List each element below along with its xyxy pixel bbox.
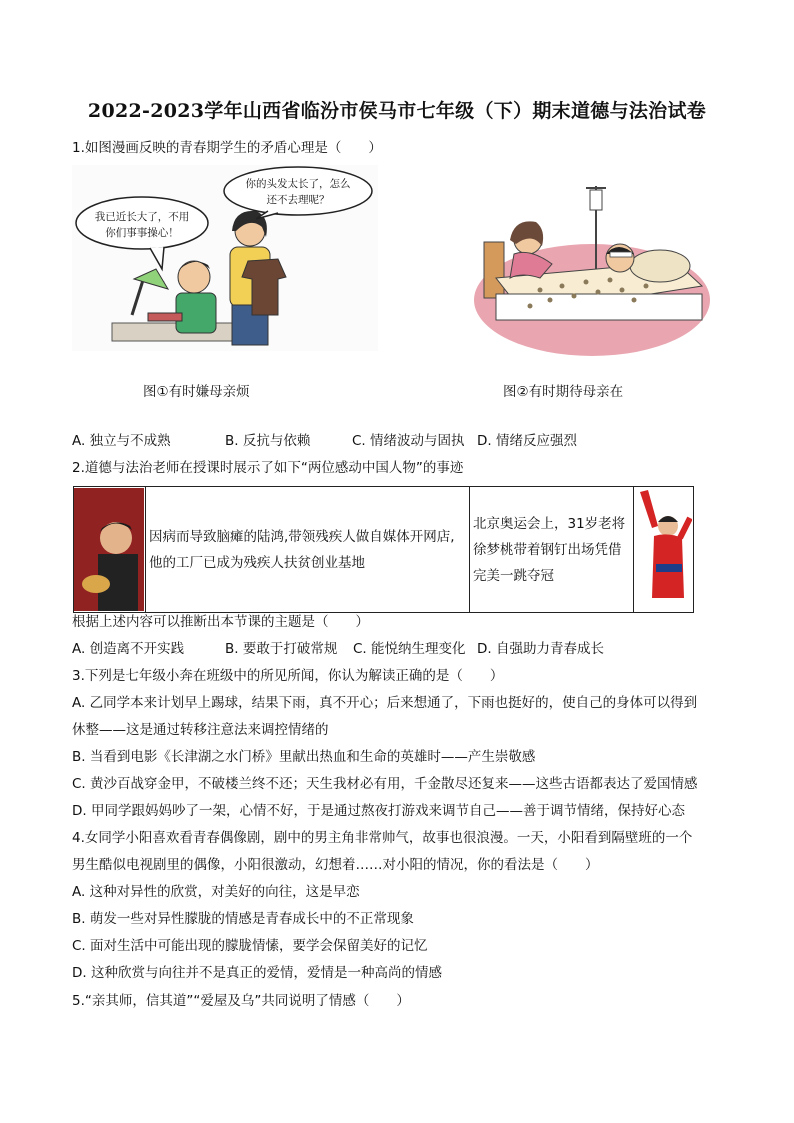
photo-cell-left — [74, 487, 146, 613]
question-1-stem: 1.如图漫画反映的青春期学生的矛盾心理是（ ） — [72, 140, 382, 156]
comic-figure-2 — [470, 182, 712, 360]
story-lu-hong-line-1: 因病而导致脑瘫的陆鸿,带领残疾人做自媒体开网店, — [149, 528, 455, 545]
comic-figure-1 — [72, 165, 378, 351]
question-3-stem: 3.下列是七年级小奔在班级中的所见所闻，你认为解读正确的是（ ） — [72, 668, 504, 684]
bubble-left-line-2: 你们事事操心！ — [105, 227, 179, 239]
question-2-table — [73, 486, 694, 613]
q3-option-c: C. 黄沙百战穿金甲，不破楼兰终不还；天生我材必有用，千金散尽还复来——这些古语都表达了爱国情感 — [72, 776, 698, 792]
q1-option-c: C. 情绪波动与固执 — [352, 433, 465, 449]
q2-option-d: D. 自强助力青春成长 — [477, 641, 604, 657]
q4-option-c: C. 面对生活中可能出现的朦胧情愫，要学会保留美好的记忆 — [72, 938, 428, 954]
portrait-photo-lu-hong — [74, 488, 144, 611]
q2-option-a: A. 创造离不开实践 — [72, 641, 185, 657]
page-title: 2022-2023学年山西省临汾市侯马市七年级（下）期末道德与法治试卷 — [87, 100, 707, 122]
figure-1-caption: 图①有时嫌母亲烦 — [143, 384, 250, 400]
q3-option-d: D. 甲同学跟妈妈吵了一架，心情不好，于是通过熬夜打游戏来调节自己——善于调节情绪，保持好心态 — [72, 803, 685, 819]
question-2-stem: 2.道德与法治老师在授课时展示了如下“两位感动中国人物”的事迹 — [72, 460, 464, 476]
bubble-right-line-2: 还不去理呢？ — [266, 194, 330, 206]
q3-option-a-line-2: 休整——这是通过转移注意法来调控情绪的 — [72, 722, 329, 738]
figure-2-caption: 图②有时期待母亲在 — [503, 384, 624, 400]
story-xu-mengtao-line-2: 徐梦桃带着钢钉出场凭借 — [473, 541, 622, 558]
question-2-after: 根据上述内容可以推断出本节课的主题是（ ） — [72, 614, 369, 630]
question-5-stem: 5.“亲其师，信其道”“爱屋及乌”共同说明了情感（ ） — [72, 993, 410, 1009]
q4-option-b: B. 萌发一些对异性朦胧的情感是青春成长中的不正常现象 — [72, 911, 414, 927]
story-lu-hong-line-2: 他的工厂已成为残疾人扶贫创业基地 — [149, 554, 365, 571]
story-xu-mengtao-line-1: 北京奥运会上，31岁老将 — [473, 515, 626, 532]
q1-option-a: A. 独立与不成熟 — [72, 433, 171, 449]
bubble-left-line-1: 我已近长大了，不用 — [94, 211, 190, 223]
bubble-right-line-1: 你的头发太长了，怎么 — [245, 178, 351, 190]
q4-option-d: D. 这种欣赏与向往并不是真正的爱情，爱情是一种高尚的情感 — [72, 965, 442, 981]
photo-cell-right — [634, 487, 694, 613]
q2-option-b: B. 要敢于打破常规 — [225, 641, 338, 657]
story-lu-hong — [146, 487, 470, 613]
q2-option-c: C. 能悦纳生理变化 — [353, 641, 466, 657]
question-4-stem-line-1: 4.女同学小阳喜欢看青春偶像剧，剧中的男主角非常帅气，故事也很浪漫。一天，小阳看到隔壁班的一个 — [72, 830, 693, 846]
question-2-options — [72, 639, 604, 659]
q1-option-b: B. 反抗与依赖 — [225, 433, 311, 449]
q4-option-a: A. 这种对异性的欣赏，对美好的向往，这是早恋 — [72, 884, 360, 900]
q1-option-d: D. 情绪反应强烈 — [477, 433, 577, 449]
portrait-photo-xu-mengtao — [634, 488, 692, 611]
q3-option-b: B. 当看到电影《长津湖之水门桥》里献出热血和生命的英雄时——产生崇敬感 — [72, 749, 536, 765]
question-1-options — [72, 431, 577, 451]
story-xu-mengtao — [470, 487, 634, 613]
story-xu-mengtao-line-3: 完美一跳夺冠 — [473, 567, 554, 584]
question-4-stem-line-2: 男生酷似电视剧里的偶像，小阳很激动，幻想着……对小阳的情况，你的看法是（ ） — [72, 857, 599, 873]
q3-option-a-line-1: A. 乙同学本来计划早上踢球，结果下雨，真不开心；后来想通了，下雨也挺好的，使自己的身体可以得到 — [72, 695, 698, 711]
